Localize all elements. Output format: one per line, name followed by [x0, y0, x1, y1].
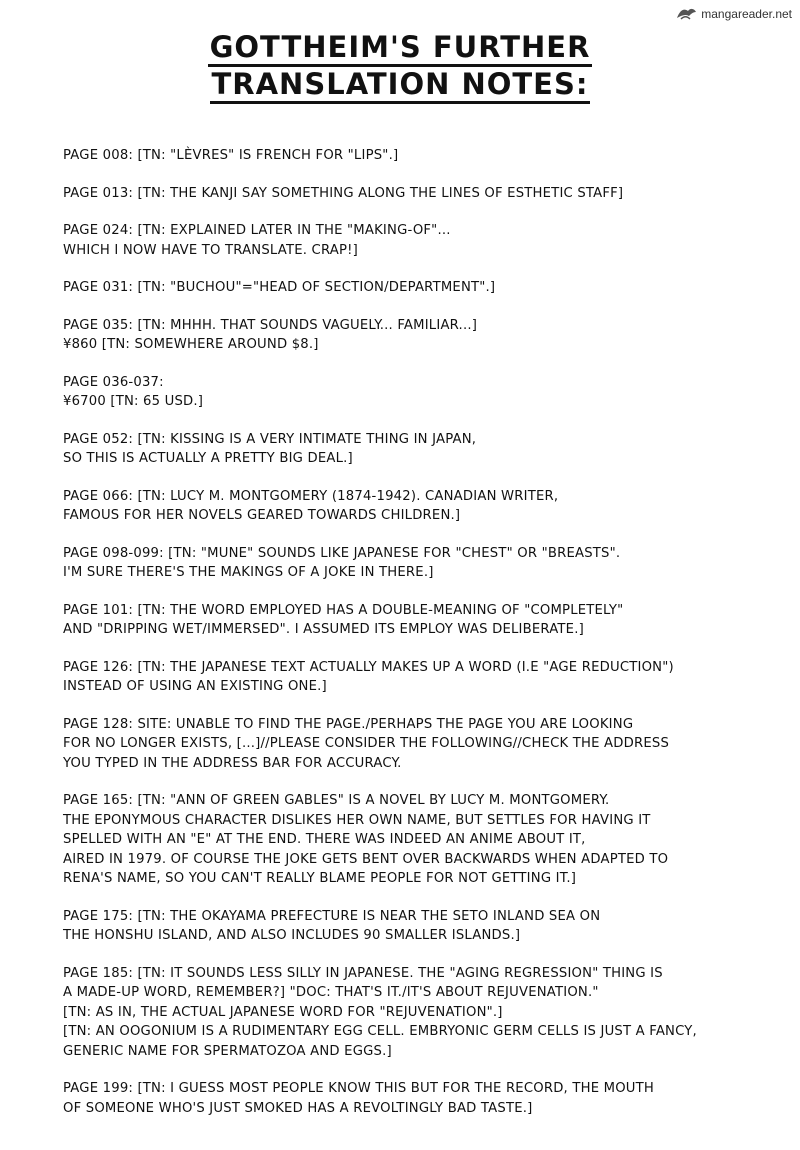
translation-note — [63, 316, 723, 355]
note-line: PAGE 101: [TN: THE WORD EMPLOYED HAS A DOUBLE-MEANING OF "COMPLETELY" — [63, 602, 624, 618]
note-line: PAGE 175: [TN: THE OKAYAMA PREFECTURE IS NEAR THE SETO INLAND SEA ON — [63, 908, 601, 924]
note-line: PAGE 031: [TN: "BUCHOU"="HEAD OF SECTION/DEPARTMENT".] — [63, 280, 496, 295]
note-line: PAGE 052: [TN: KISSING IS A VERY INTIMATE THING IN JAPAN, — [63, 431, 477, 447]
note-line: PAGE 008: [TN: "LÈVRES" IS FRENCH FOR "LIPS".] — [63, 148, 399, 163]
note-line: SO THIS IS ACTUALLY A PRETTY BIG DEAL.] — [63, 451, 353, 466]
site-watermark — [675, 6, 792, 22]
note-line: FAMOUS FOR HER NOVELS GEARED TOWARDS CHILDREN.] — [63, 508, 461, 523]
note-line: PAGE 165: [TN: "ANN OF GREEN GABLES" IS A NOVEL BY LUCY M. MONTGOMERY. — [63, 793, 610, 808]
note-line: I'M SURE THERE'S THE MAKINGS OF A JOKE IN THERE.] — [63, 565, 434, 580]
note-line: INSTEAD OF USING AN EXISTING ONE.] — [63, 679, 327, 694]
translation-note — [63, 964, 723, 1062]
translation-note — [63, 1079, 723, 1118]
note-line: PAGE 098-099: [TN: "MUNE" SOUNDS LIKE JAPANESE FOR "CHEST" OR "BREASTS". — [63, 545, 621, 561]
note-line: PAGE 185: [TN: IT SOUNDS LESS SILLY IN JAPANESE. THE "AGING REGRESSION" THING IS — [63, 965, 663, 981]
note-line: THE EPONYMOUS CHARACTER DISLIKES HER OWN NAME, BUT SETTLES FOR HAVING IT — [63, 812, 651, 828]
note-line: A MADE-UP WORD, REMEMBER?] "DOC: THAT'S IT./IT'S ABOUT REJUVENATION." — [63, 985, 599, 1000]
translation-note — [63, 658, 723, 697]
note-line: AIRED IN 1979. OF COURSE THE JOKE GETS BENT OVER BACKWARDS WHEN ADAPTED TO — [63, 851, 669, 867]
note-line: PAGE 066: [TN: LUCY M. MONTGOMERY (1874-1942). CANADIAN WRITER, — [63, 488, 559, 504]
translation-note — [63, 373, 723, 412]
note-line: PAGE 013: [TN: THE KANJI SAY SOMETHING ALONG THE LINES OF ESTHETIC STAFF] — [63, 185, 624, 201]
note-line: YOU TYPED IN THE ADDRESS BAR FOR ACCURACY. — [63, 755, 402, 771]
translation-note — [63, 221, 723, 260]
note-line: FOR NO LONGER EXISTS, [...]//PLEASE CONSIDER THE FOLLOWING//CHECK THE ADDRESS — [63, 736, 670, 751]
translation-note — [63, 715, 723, 774]
translation-note — [63, 544, 723, 583]
title-line-1: GOTTHEIM'S FURTHER — [208, 30, 593, 67]
note-line: ¥860 [TN: SOMEWHERE AROUND $8.] — [63, 337, 319, 352]
note-line: PAGE 035: [TN: MHHH. THAT SOUNDS VAGUELY... FAMILIAR...] — [63, 317, 478, 333]
watermark-text: mangareader.net — [701, 7, 792, 21]
note-line: PAGE 128: SITE: UNABLE TO FIND THE PAGE./PERHAPS THE PAGE YOU ARE LOOKING — [63, 716, 634, 732]
page-title — [0, 30, 800, 104]
note-line: ¥6700 [TN: 65 USD.] — [63, 394, 204, 409]
translation-note — [63, 146, 723, 166]
title-line-2: TRANSLATION NOTES: — [210, 67, 591, 104]
note-line: GENERIC NAME FOR SPERMATOZOA AND EGGS.] — [63, 1043, 392, 1059]
note-line: PAGE 199: [TN: I GUESS MOST PEOPLE KNOW THIS BUT FOR THE RECORD, THE MOUTH — [63, 1081, 655, 1096]
translation-note — [63, 487, 723, 526]
note-line: SPELLED WITH AN "E" AT THE END. THERE WAS INDEED AN ANIME ABOUT IT, — [63, 832, 586, 847]
translation-note — [63, 278, 723, 298]
translation-note — [63, 184, 723, 204]
note-line: PAGE 126: [TN: THE JAPANESE TEXT ACTUALLY MAKES UP A WORD (I.E "AGE REDUCTION") — [63, 659, 674, 675]
note-line: [TN: AN OOGONIUM IS A RUDIMENTARY EGG CELL. EMBRYONIC GERM CELLS IS JUST A FANCY, — [63, 1024, 697, 1039]
translation-notes-list — [63, 146, 723, 1136]
note-line: PAGE 024: [TN: EXPLAINED LATER IN THE "MAKING-OF"... — [63, 223, 451, 238]
note-line: PAGE 036-037: — [63, 374, 164, 390]
note-line: OF SOMEONE WHO'S JUST SMOKED HAS A REVOLTINGLY BAD TASTE.] — [63, 1100, 533, 1116]
translation-note — [63, 791, 723, 889]
note-line: WHICH I NOW HAVE TO TRANSLATE. CRAP!] — [63, 242, 358, 258]
note-line: [TN: AS IN, THE ACTUAL JAPANESE WORD FOR "REJUVENATION".] — [63, 1004, 503, 1020]
translation-note — [63, 907, 723, 946]
watermark-logo-icon — [675, 6, 697, 22]
note-line: THE HONSHU ISLAND, AND ALSO INCLUDES 90 SMALLER ISLANDS.] — [63, 928, 521, 943]
note-line: AND "DRIPPING WET/IMMERSED". I ASSUMED ITS EMPLOY WAS DELIBERATE.] — [63, 622, 584, 637]
translation-note — [63, 601, 723, 640]
translation-note — [63, 430, 723, 469]
note-line: RENA'S NAME, SO YOU CAN'T REALLY BLAME PEOPLE FOR NOT GETTING IT.] — [63, 871, 577, 886]
